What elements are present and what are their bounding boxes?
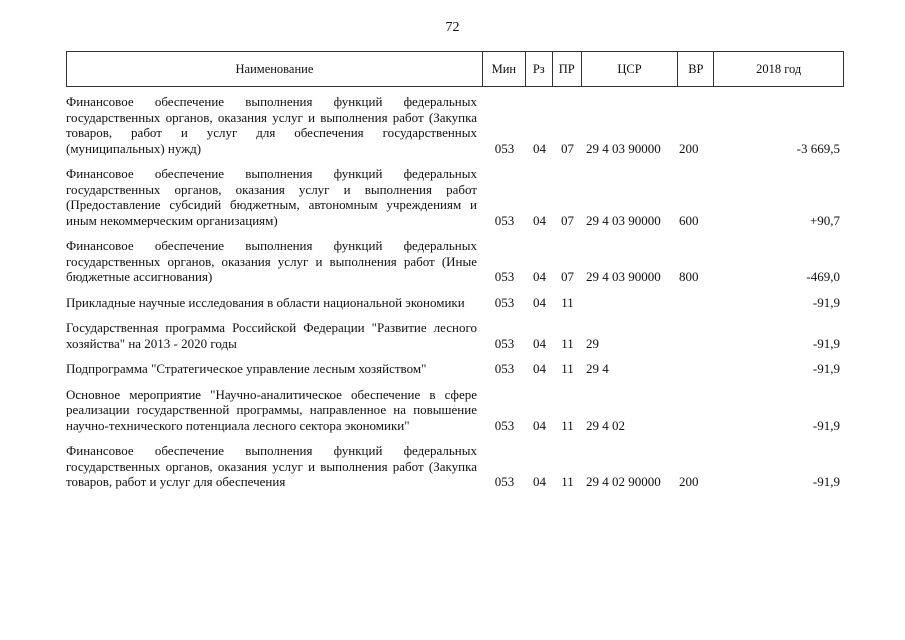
row-pr: 11 [561,474,574,489]
row-name: Государственная программа Российской Федерации "Развитие лесного хозяйства" на 2013 - 2020 годы [66,320,477,351]
row-pr: 07 [561,140,574,156]
row-vr: 200 [679,140,699,156]
row-min: 053 [494,417,515,433]
column-header-pr: ПР [553,52,582,86]
row-min: 053 [494,335,515,351]
row-csr: 29 4 03 90000 [586,212,661,228]
row-amount: +90,7 [809,212,840,228]
row-min: 053 [494,140,515,156]
row-min: 053 [494,361,515,376]
row-amount: -91,9 [812,361,840,376]
row-csr: 29 4 02 90000 [586,474,661,489]
row-name: Основное мероприятие "Научно-аналитическое обеспечение в сфере реализации государственной программы, направленное на повышение научно-технического потенциала лесного сектора экономики" [66,386,477,433]
row-rz: 04 [533,335,546,351]
row-csr: 29 4 02 [586,417,625,433]
row-amount: -91,9 [812,335,840,351]
row-amount: -469,0 [806,269,840,284]
row-pr: 11 [561,361,574,376]
column-header-csr: ЦСР [582,52,679,86]
row-rz: 04 [533,417,546,433]
row-vr: 600 [679,212,699,228]
row-min: 053 [494,212,515,228]
table-row [66,295,844,311]
row-amount: -91,9 [812,474,840,489]
column-header-min: Мин [483,52,526,86]
row-pr: 11 [561,417,574,433]
row-csr: 29 4 03 90000 [586,140,661,156]
row-amount: -91,9 [812,294,840,310]
row-vr: 200 [679,474,699,489]
table-body [66,94,844,500]
row-csr: 29 [586,335,599,351]
row-pr: 07 [561,269,574,284]
row-rz: 04 [533,474,546,489]
row-name: Финансовое обеспечение выполнения функций федеральных государственных органов, оказания услуг и выполнения работ (Предоставление субсидий бюджетным, автономным учреждениям и иным некоммерческим организациям) [66,166,477,228]
row-rz: 04 [533,361,546,376]
column-header-year: 2018 год [756,61,802,76]
table-row [66,443,844,490]
row-amount: -3 669,5 [796,140,840,156]
row-pr: 11 [561,294,574,310]
table-row [66,166,844,228]
row-min: 053 [494,269,515,284]
column-header-name: Наименование [67,52,483,86]
table-row [66,94,844,156]
column-header-rz: Рз [526,52,553,86]
table-row [66,361,844,377]
row-name: Финансовое обеспечение выполнения функций федеральных государственных органов, оказания услуг и выполнения работ (Закупка товаров, работ и услуг для обеспечения [66,443,477,489]
row-name: Подпрограмма "Стратегическое управление лесным хозяйством" [66,361,427,376]
row-csr: 29 4 [586,361,609,376]
row-min: 053 [494,294,515,310]
row-name: Финансовое обеспечение выполнения функций федеральных государственных органов, оказания услуг и выполнения работ (Иные бюджетные ассигнования) [66,238,477,284]
row-pr: 07 [561,212,574,228]
row-vr: 800 [679,269,699,284]
row-codes [483,443,844,490]
row-csr: 29 4 03 90000 [586,269,661,284]
table-row [66,320,844,351]
table-header [66,51,844,87]
row-amount: -91,9 [812,417,840,433]
column-header-vr: ВР [678,52,714,86]
page-number: 72 [445,20,460,35]
row-rz: 04 [533,212,546,228]
row-rz: 04 [533,269,546,284]
row-rz: 04 [533,140,546,156]
row-min: 053 [494,474,515,489]
table-row [66,238,844,285]
row-rz: 04 [533,294,546,310]
row-name: Финансовое обеспечение выполнения функций федеральных государственных органов, оказания услуг и выполнения работ (Закупка товаров, работ и услуг для обеспечения государственных (муниципальных) нужд) [66,94,477,156]
table-row [66,387,844,434]
row-name: Прикладные научные исследования в области национальной экономики [66,294,465,310]
row-pr: 11 [561,335,574,351]
